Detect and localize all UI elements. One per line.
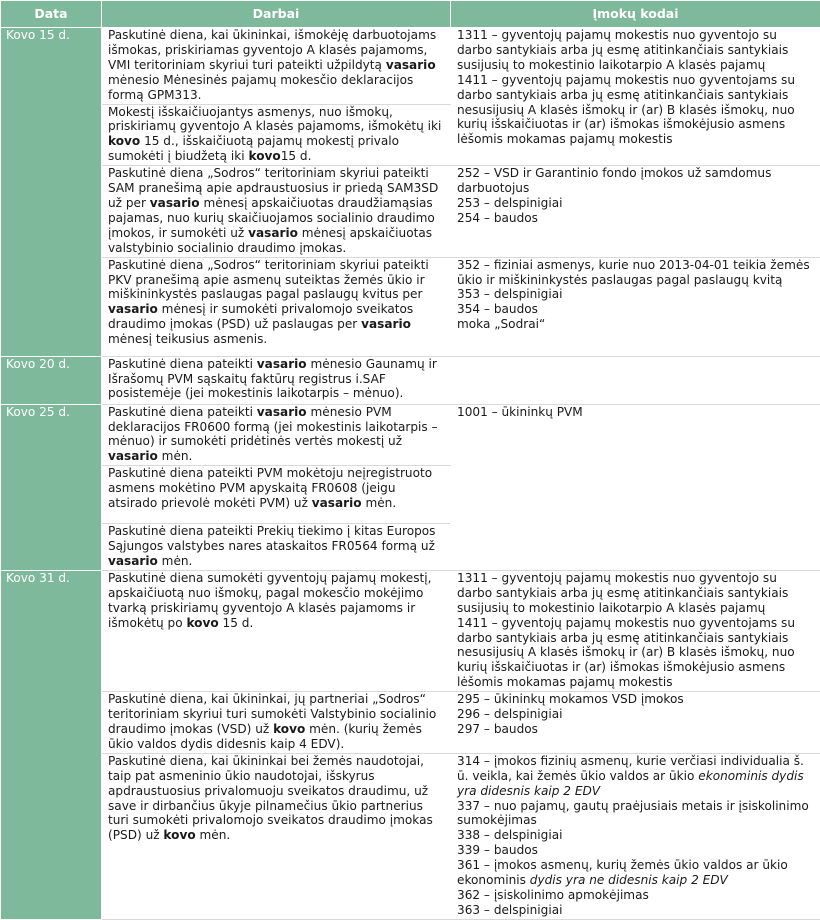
text-segment: Paskutinė diena pateikti xyxy=(108,357,257,371)
header-date: Data xyxy=(1,1,102,28)
text-segment: 339 – baudos xyxy=(457,843,538,857)
date-cell-kovo-31: Kovo 31 d. xyxy=(1,570,102,919)
text-segment: Paskutinė diena, kai ūkininkai, išmokėję darbuotojams išmokas, priskiriamas gyventojo A klasės pajamoms, VMI teritoriniam skyriui turi pateikti užpildytą xyxy=(108,28,436,72)
code-cell xyxy=(451,570,820,691)
text-segment: 295 – ūkininkų mokamos VSD įmokos xyxy=(457,692,684,706)
code-cell xyxy=(451,166,820,257)
text-segment: Paskutinė diena pateikti xyxy=(108,405,257,419)
text-segment: 338 – delspinigiai xyxy=(457,828,562,842)
text-segment: mėn. xyxy=(196,828,231,842)
work-cell xyxy=(102,28,451,105)
code-line xyxy=(457,405,815,420)
table-row xyxy=(1,257,820,356)
code-line xyxy=(457,211,815,226)
text-segment: mėn. xyxy=(158,449,193,463)
code-cell xyxy=(451,356,820,404)
text-segment: 363 – delspinigiai xyxy=(457,903,562,917)
bold-text: vasario xyxy=(108,302,158,316)
text-segment: 1411 – gyventojų pajamų mokestis nuo gyventojams su darbo santykiais arba jų esmę atitinkančiais santykiais nesusijusių A klasės išmokų ir (ar) B klasės išmokų, nuo kurių išskaičiuotas ir (ar) išmokas išmokėjusio asmens lėšomis mokamas pajamų mokestis xyxy=(457,616,795,690)
text-segment: 337 – nuo pajamų, gautų praėjusiais metais ir įsiskolinimo sumokėjimas xyxy=(457,799,809,828)
text-segment: mėnesio Mėnesinės pajamų mokesčio deklaracijos formą GPM313. xyxy=(108,73,413,102)
work-cell xyxy=(102,257,451,356)
text-segment: mėnesio PVM deklaracijos FR0600 formą (jei mokestinis laikotarpis – mėnuo) ir sumokėti pridėtinės vertės mokestį už xyxy=(108,405,438,449)
text-segment: Paskutinė diena sumokėti gyventojų pajamų mokestį, apskaičiuotą nuo išmokų, pagal mokesčio mokėjimo tvarką priskiriamų gyventojo A klasės pajamoms ir išmokėtų po xyxy=(108,571,431,630)
code-line xyxy=(457,692,815,707)
table-row xyxy=(1,404,820,466)
text-segment: 252 – VSD ir Garantinio fondo įmokos už samdomus darbuotojus xyxy=(457,166,771,195)
table-row xyxy=(1,356,820,404)
text-segment: 362 – įsiskolinimo apmokėjimas xyxy=(457,888,649,902)
text-segment: Paskutinė diena pateikti PVM mokėtoju neįregistruoto asmens mokėtino PVM apyskaitą FR0608 (jeigu atsirado prievolė mokėti PVM) už xyxy=(108,466,432,510)
work-cell xyxy=(102,466,451,524)
bold-text: vasario xyxy=(257,357,307,371)
text-segment: 1311 – gyventojų pajamų mokestis nuo gyventojo su darbo santykiais arba jų esmę atitinkančiais santykiais susijusių to mokestinio laikotarpio A klasės pajamų xyxy=(457,28,788,72)
bold-text: vasario xyxy=(108,554,158,568)
code-line xyxy=(457,616,815,691)
code-line xyxy=(457,317,815,332)
bold-text: kovo xyxy=(248,149,280,163)
work-cell xyxy=(102,404,451,466)
code-line xyxy=(457,754,815,799)
code-line xyxy=(457,903,815,918)
code-line xyxy=(457,828,815,843)
text-segment: 253 – delspinigiai xyxy=(457,196,562,210)
header-codes: Įmokų kodai xyxy=(451,1,820,28)
text-segment: Paskutinė diena, kai ūkininkai, jų partneriai „Sodros“ teritoriniam skyriui turi sumokėti Valstybinio socialinio draudimo įmokas (VSD) už xyxy=(108,692,436,736)
text-segment: 1001 – ūkininkų PVM xyxy=(457,405,583,419)
text-segment: Paskutinė diena „Sodros“ teritoriniam skyriui pateikti PKV pranešimą apie asmenų suteiktas žemės ūkio ir miškininkystės paslaugas pagal paslaugų kvitus per xyxy=(108,258,429,302)
header-works: Darbai xyxy=(102,1,451,28)
code-line xyxy=(457,722,815,737)
bold-text: vasario xyxy=(386,58,436,72)
text-segment: 1311 – gyventojų pajamų mokestis nuo gyventojo su darbo santykiais arba jų esmę atitinkančiais santykiais susijusių to mokestinio laikotarpio A klasės pajamų xyxy=(457,571,788,615)
code-cell xyxy=(451,257,820,356)
text-segment: mėnesį apskaičiuotas valstybinio socialinio draudimo įmokas. xyxy=(108,226,432,255)
bold-text: vasario xyxy=(150,196,200,210)
bold-text: kovo xyxy=(108,134,140,148)
code-line xyxy=(457,302,815,317)
code-cell xyxy=(451,753,820,919)
text-segment: 314 – įmokos fizinių asmenų, kurie verčiasi individualia š. ū. veikla, kai žemės ūkio valdos ar ūkio xyxy=(457,754,804,783)
table-row xyxy=(1,692,820,754)
code-line xyxy=(457,707,815,722)
work-cell xyxy=(102,753,451,919)
text-segment: 254 – baudos xyxy=(457,211,538,225)
text-segment: 15 d., išskaičiuotą pajamų mokestį privalo sumokėti į biudžetą iki xyxy=(108,134,399,163)
code-cell xyxy=(451,404,820,570)
bold-text: vasario xyxy=(248,226,298,240)
code-line xyxy=(457,258,815,288)
date-cell-kovo-20: Kovo 20 d. xyxy=(1,356,102,404)
code-line xyxy=(457,888,815,903)
code-line xyxy=(457,166,815,196)
italic-text: dydis yra ne didesnis kaip 2 EDV xyxy=(530,873,728,887)
table-row xyxy=(1,166,820,257)
bold-text: vasario xyxy=(312,496,362,510)
code-line xyxy=(457,196,815,211)
code-line xyxy=(457,843,815,858)
text-segment: mėnesio Gaunamų ir Išrašomų PVM sąskaitų faktūrų registrus i.SAF posistemėje (jei mokestinis laikotarpis – mėnuo). xyxy=(108,357,437,401)
header-row xyxy=(1,1,820,28)
code-line xyxy=(457,73,815,148)
work-cell xyxy=(102,692,451,754)
table-row xyxy=(1,753,820,919)
bold-text: kovo xyxy=(273,722,305,736)
text-segment: mėnesį teikusius asmenis. xyxy=(108,332,267,346)
text-segment: mėn. xyxy=(158,554,193,568)
code-line xyxy=(457,571,815,616)
work-cell xyxy=(102,524,451,571)
work-cell xyxy=(102,570,451,691)
date-cell-kovo-15: Kovo 15 d. xyxy=(1,28,102,357)
work-cell xyxy=(102,356,451,404)
bold-text: vasario xyxy=(108,449,158,463)
text-segment: mėnesį apskaičiuotas draudžiamąsias pajamas, nuo kurių skaičiuojamos socialinio draudimo įmokos, ir sumokėti už xyxy=(108,196,435,240)
code-cell xyxy=(451,692,820,754)
text-segment: 352 – fiziniai asmenys, kurie nuo 2013-04-01 teikia žemės ūkio ir miškininkystės paslaugas pagal paslaugų kvitą xyxy=(457,258,810,287)
bold-text: kovo xyxy=(163,828,195,842)
code-cell xyxy=(451,28,820,166)
text-segment: Paskutinė diena pateikti Prekių tiekimo į kitas Europos Sąjungos valstybes nares ataskaitos FR0564 formą už xyxy=(108,524,435,553)
bold-text: vasario xyxy=(257,405,307,419)
text-segment: 361 – įmokos asmenų, kurių žemės ūkio valdos ar ūkio ekonominis xyxy=(457,858,788,887)
code-line xyxy=(457,28,815,73)
text-segment: 1411 – gyventojų pajamų mokestis nuo gyventojams su darbo santykiais arba jų esmę atitinkančiais santykiais nesusijusių A klasės išmokų ir (ar) B klasės išmokų, nuo kurių išskaičiuotas ir (ar) išmokas išmokėjusio asmens lėšomis mokamas pajamų mokestis xyxy=(457,73,795,147)
work-cell xyxy=(102,104,451,166)
text-segment: Mokestį išskaičiuojantys asmenys, nuo išmokų, priskiriamų gyventojo A klasės pajamoms, išmokėtų iki xyxy=(108,105,441,134)
bold-text: vasario xyxy=(361,317,411,331)
text-segment: 15 d. xyxy=(281,149,312,163)
text-segment: mėn. (kurių žemės ūkio valdos dydis didesnis kaip 4 EDV). xyxy=(108,722,422,751)
italic-text: ekonominis dydis yra didesnis kaip 2 EDV xyxy=(457,769,804,798)
text-segment: Paskutinė diena „Sodros“ teritoriniam skyriui pateikti SAM pranešimą apie apdraustuosius ir priedą SAM3SD už per xyxy=(108,166,438,210)
text-segment: 354 – baudos xyxy=(457,302,538,316)
text-segment: Paskutinė diena, kai ūkininkai bei žemės naudotojai, taip pat asmeninio ūkio naudotojai, išskyrus apdraustuosius privalomuoju sveikatos draudimu, už save ir dirbančius ūkyje pilnamečius ūkio partnerius turi sumokėti privalomojo sveikatos draudimo įmokas (PSD) už xyxy=(108,754,433,843)
text-segment: mėnesį ir sumokėti privalomojo sveikatos draudimo įmokas (PSD) už paslaugas per xyxy=(108,302,413,331)
code-line xyxy=(457,858,815,888)
work-cell xyxy=(102,166,451,257)
code-line xyxy=(457,799,815,829)
bold-text: kovo xyxy=(186,616,218,630)
text-segment: 353 – delspinigiai xyxy=(457,287,562,301)
text-segment: 15 d. xyxy=(219,616,254,630)
date-cell-kovo-25: Kovo 25 d. xyxy=(1,404,102,570)
table-row xyxy=(1,28,820,105)
table-row xyxy=(1,570,820,691)
code-line xyxy=(457,287,815,302)
text-segment: 296 – delspinigiai xyxy=(457,707,562,721)
text-segment: mėn. xyxy=(362,496,397,510)
text-segment: 297 – baudos xyxy=(457,722,538,736)
text-segment: moka „Sodrai“ xyxy=(457,317,545,331)
